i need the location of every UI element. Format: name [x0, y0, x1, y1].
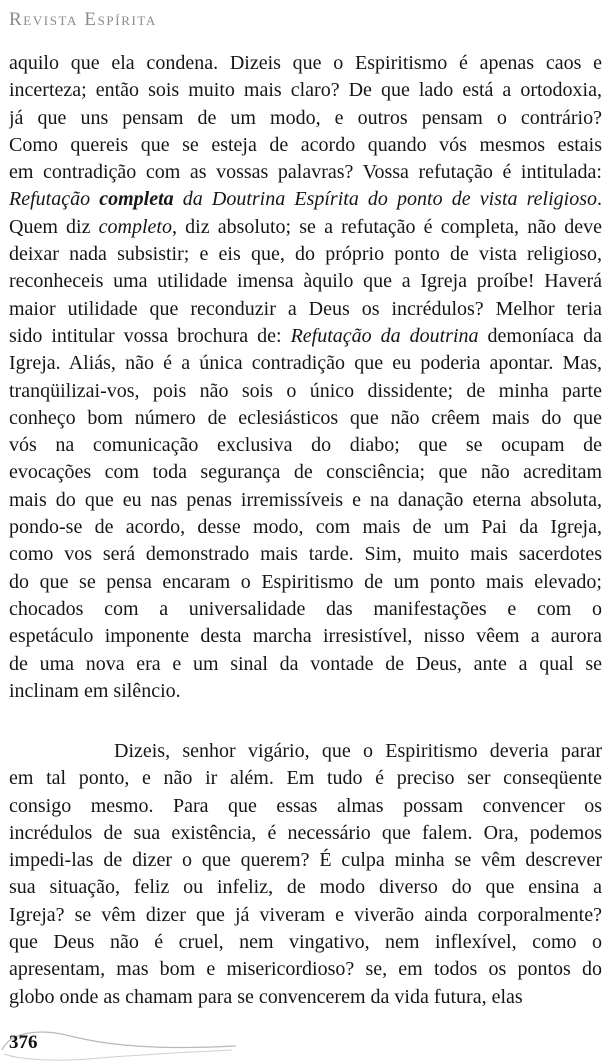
text-run: Igreja. Aliás, não é a única contradição que eu poderia apontar. Mas, — [9, 352, 602, 375]
text-run: reconheceis uma utilidade imensa àquilo que a Igreja proíbe! Haverá — [9, 270, 602, 293]
text-line — [9, 214, 602, 241]
text-line — [9, 929, 602, 956]
text-line — [9, 678, 602, 705]
text-line — [9, 847, 602, 874]
text-run: evocações com toda segurança de consciência; que não acreditam — [9, 461, 602, 484]
text-line — [9, 820, 602, 847]
text-run: do que se pensa encaram o Espiritismo de um ponto mais elevado; — [9, 570, 602, 593]
text-run: demoníaca da — [478, 324, 602, 347]
text-run: Dizeis, senhor vigário, que o Espiritismo deveria parar — [114, 740, 602, 762]
text-line — [9, 956, 602, 983]
text-line — [9, 405, 602, 432]
text-run: incerteza; então sois muito mais claro? De que lado está a ortodoxia, — [9, 79, 602, 102]
text-run: conheço bom número de eclesiásticos que não crêem mais do que — [9, 406, 602, 429]
text-line — [9, 77, 602, 104]
text-run: completo — [98, 215, 172, 238]
text-line — [9, 541, 602, 568]
text-line — [9, 323, 602, 350]
text-run: apresentam, mas bom e misericordioso? se, em todos os pontos do — [9, 958, 602, 981]
text-run: sua situação, feliz ou infeliz, de modo diverso do que ensina a — [9, 876, 602, 899]
text-line — [9, 159, 602, 186]
text-run: . — [597, 188, 602, 211]
text-run: Como quereis que se esteja de acordo quando vós mesmos estais — [9, 133, 602, 156]
text-run: espetáculo imponente desta marcha irresistível, nisso vêem a aurora — [9, 625, 602, 648]
text-line — [9, 50, 602, 77]
text-run: sido intitular vossa brochura de: — [9, 324, 291, 347]
text-line — [9, 432, 602, 459]
text-line — [9, 623, 602, 650]
text-run: inclinam em silêncio. — [9, 679, 181, 702]
text-run: mais do que eu nas penas irremissíveis e na danação eterna absoluta, — [9, 488, 602, 511]
text-line — [9, 378, 602, 405]
text-line — [9, 738, 602, 765]
text-line — [9, 350, 602, 377]
text-run: tranqüilizai-vos, pois não sois o único dissidente; de minha parte — [9, 379, 602, 402]
text-run: de uma nova era e um sinal da vontade de Deus, ante a qual se — [9, 652, 602, 675]
text-run: vós na comunicação exclusiva do diabo; que se ocupam de — [9, 434, 602, 457]
text-run: , diz absoluto; se a refutação é completa, não deve — [171, 215, 602, 238]
text-run: Refutação — [9, 188, 100, 211]
text-line — [9, 296, 602, 323]
text-run: maior utilidade que reconduzir a Deus os incrédulos? Melhor teria — [9, 297, 602, 320]
paragraph-1 — [9, 50, 602, 705]
text-run: Igreja? se vêm dizer que já viveram e viverão ainda corporalmente? — [9, 903, 602, 926]
text-run: em contradição com as vossas palavras? Vossa refutação é intitulada: — [9, 161, 602, 184]
running-header: Revista Espírita — [9, 9, 157, 30]
text-run: que Deus não é cruel, nem vingativo, nem inflexível, como o — [9, 931, 602, 954]
text-line — [9, 902, 602, 929]
text-line — [9, 514, 602, 541]
text-run: em tal ponto, e não ir além. Em tudo é preciso ser conseqüente — [9, 767, 602, 790]
text-line — [9, 793, 602, 820]
text-line — [9, 186, 602, 213]
text-line — [9, 651, 602, 678]
text-run: como vos será demonstrado mais tarde. Sim, muito mais sacerdotes — [9, 543, 602, 566]
text-run: deixar nada subsistir; e eis que, do próprio ponto de vista religioso, — [9, 243, 602, 266]
text-run: da Doutrina Espírita do ponto de vista religioso — [173, 188, 597, 211]
text-run: incrédulos de sua existência, é necessário que falem. Ora, podemos — [9, 821, 602, 844]
text-run: impedi-las de dizer o que querem? É culpa minha se vêm descrever — [9, 849, 602, 872]
text-run: globo onde as chamam para se convencerem da vida futura, elas — [9, 985, 523, 1008]
text-line — [9, 268, 602, 295]
text-line — [9, 874, 602, 901]
text-run: aquilo que ela condena. Dizeis que o Espiritismo é apenas caos e — [9, 52, 602, 74]
text-line — [9, 487, 602, 514]
text-run: pondo-se de acordo, desse modo, com mais de um Pai da Igreja, — [9, 516, 602, 539]
text-line — [9, 132, 602, 159]
text-run: Refutação da doutrina — [290, 324, 479, 347]
page-number: 376 — [9, 1032, 38, 1053]
text-run: consigo mesmo. Para que essas almas possam convencer os — [9, 794, 602, 817]
text-line — [9, 241, 602, 268]
text-run: completa — [99, 188, 174, 211]
text-line — [9, 569, 602, 596]
text-line — [9, 984, 602, 1011]
text-line — [9, 765, 602, 792]
text-line — [9, 596, 602, 623]
text-run: chocados com a universalidade das manifestações e com o — [9, 597, 602, 620]
text-run: Quem diz — [9, 215, 99, 238]
text-line — [9, 459, 602, 486]
paragraph-2 — [9, 738, 602, 1011]
text-line — [9, 105, 602, 132]
text-run: já que uns pensam de um modo, e outros pensam o contrário? — [9, 106, 602, 129]
